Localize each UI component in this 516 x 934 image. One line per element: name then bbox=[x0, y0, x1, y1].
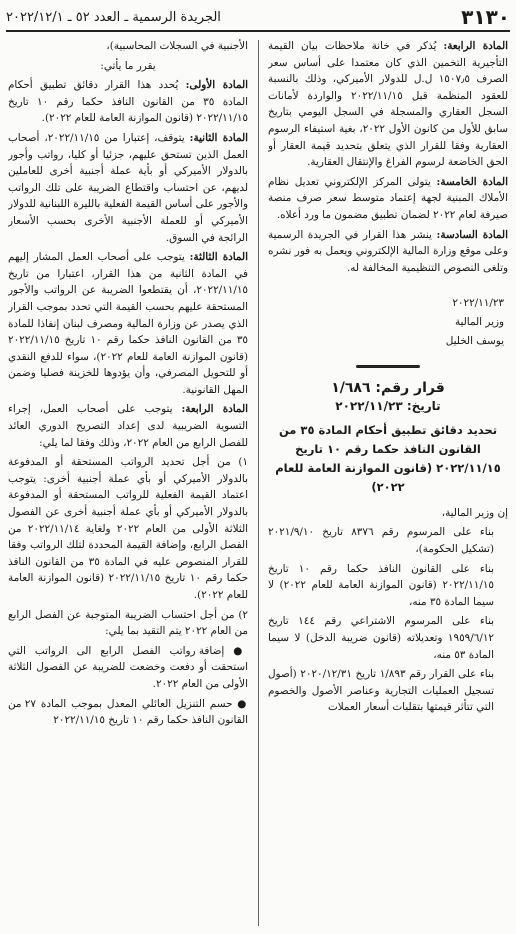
article-3 bbox=[8, 249, 248, 398]
recital: بناء على القانون النافذ حكما رقم ١٠ تاريخ ٢٠٢٢/١١/١٥ (قانون الموازنة العامة للعام ٢٠٢٢) لا سيما المادة ٣٥ منه، bbox=[268, 562, 494, 608]
article-2 bbox=[8, 130, 248, 246]
bullet-item: ● حسم التنزيل العائلي المعدل بموجب المادة ٢٧ من القانون النافذ حكما رقم ١٠ تاريخ ٢٠٢٢/١١/١٥ bbox=[8, 696, 248, 729]
article-label: المادة الرابعة: bbox=[443, 40, 508, 52]
continuation-text: الأجنبية في السجلات المحاسبية)، bbox=[106, 40, 248, 52]
gazette-title: الجريدة الرسمية ـ العدد ٥٢ ـ ٢٠٢٢/١٢/١ bbox=[6, 9, 221, 25]
decision-header bbox=[268, 380, 508, 497]
left-column bbox=[8, 38, 248, 928]
article-label: المادة الرابعة: bbox=[181, 403, 248, 416]
list-item: ٢) من أجل احتساب الضريبة المتوجبة عن الفصل الرابع من العام ٢٠٢٢ يتم التقيد بما يلي: bbox=[8, 608, 248, 638]
article-5 bbox=[268, 174, 508, 224]
decides-heading: يقرر ما يأتي: bbox=[100, 59, 156, 72]
article-text: ينشر هذا القرار في الجريدة الرسمية وعلى موقع وزارة المالية الإلكتروني ويعمل به فور نشره وتلغى النصوص التنظيمية المخالفة له. bbox=[268, 228, 508, 274]
article-label: المادة السادسة: bbox=[436, 228, 508, 241]
article-label: المادة الخامسة: bbox=[436, 175, 508, 188]
list-item: ١) من أجل تحديد الرواتب المستحقة أو المدفوعة بالدولار الأميركي أو بأي عملة أجنبية أخرى: يتوجب اعتماد القيمة الفعلية للرواتب المستحقة أو المدفوعة بالدولار الأميركي أو بأي عملة أجنبية أخرى عن الفصول الثلاثة الأولى من العام ٢٠٢٢ ولغاية ٢٠٢٢/١١/١٤ من الفصل الرابع، وإضافة القيمة المحددة لتلك الرواتب وفقا للقرار المنصوص عليه في المادة ٣٥ من القانون النافذ حكما رقم ١٠ تاريخ ٢٠٢٢/١١/١٥ (قانون الموازنة العامة للعام ٢٠٢٢). bbox=[8, 456, 248, 601]
signature-title: وزير المالية bbox=[454, 315, 504, 328]
bullet-item: ● إضافة رواتب الفصل الرابع الى الرواتب التي استحقت أو دفعت وخضعت للضريبة عن الفصول الثلاثة الأولى من العام ٢٠٢٢. bbox=[8, 643, 248, 693]
article-text: يتولى المركز الإلكتروني تعديل نظام الأملاك المبنية لجهة إعتماد متوسط سعر صرف منصة صيرفة لعام ٢٠٢٢ لضمان تطبيق مضمون ما ورد أعلاه. bbox=[268, 175, 508, 221]
right-column bbox=[268, 38, 508, 928]
article-4 bbox=[8, 401, 248, 451]
recital: بناء على القرار رقم ١/٨٩٣ تاريخ ٢٠٢٠/١٢/٣١ (أصول تسجيل العمليات التجارية وعناصر الأصول والخصوم التي تتأثر قيمتها بتقلبات أسعار العملات bbox=[268, 668, 494, 714]
article-6 bbox=[268, 227, 508, 277]
decision-title: تحديد دقائق تطبيق أحكام المادة ٣٥ من القانون النافذ حكما رقم ١٠ تاريخ ٢٠٢٢/١١/١٥ (قانون الموازنة العامة للعام ٢٠٢٢) bbox=[275, 422, 501, 494]
page-header bbox=[6, 4, 510, 32]
recital: بناء على المرسوم رقم ٨٣٧٦ تاريخ ٢٠٢١/٩/١٠ (تشكيل الحكومة)، bbox=[268, 526, 494, 556]
article-text: يتوجب على أصحاب العمل المشار إليهم في المادة الثانية من هذا القرار، اعتبارا من تاريخ ٢٠٢٢/١١/١٥، أن يقتطعوا الضريبة عن الرواتب والأجور المستحقة عليهم بحسب القيمة التي تحدد بموجب القرار الذي يصدر عن وزارة المالية ومصرف لبنان إنفاذا للمادة ٣٥ من القانون النافذ حكما رقم ١٠ تاريخ ٢٠٢٢/١١/١٥ (قانون الموازنة العامة للعام ٢٠٢٢)، سواء للدفع النقدي أو للتحويل المصرفي، وأن يؤدوها للخزينة فصليا وضمن المهل القانونية. bbox=[8, 251, 248, 396]
preamble: إن وزير المالية، bbox=[441, 506, 508, 519]
article-label: المادة الأولى: bbox=[185, 79, 248, 92]
recital: بناء على المرسوم الاشتراعي رقم ١٤٤ تاريخ ١٩٥٩/٦/١٢ وتعديلاته (قانون ضريبة الدخل) لا سيما المادة ٥٣ منه، bbox=[268, 615, 494, 661]
signature-name: يوسف الخليل bbox=[445, 334, 504, 347]
section-separator bbox=[268, 357, 508, 374]
article-text: يُحدد هذا القرار دقائق تطبيق أحكام المادة ٣٥ من القانون النافذ حكما رقم ١٠ تاريخ ٢٠٢٢/١١/١٥ (قانون الموازنة العامة للعام ٢٠٢٢). bbox=[8, 79, 248, 125]
column-divider bbox=[258, 40, 259, 926]
decision-date: تاريخ: ٢٠٢٢/١١/٢٣ bbox=[335, 399, 441, 414]
decision-number: قرار رقم: ١/٦٨٦ bbox=[331, 379, 445, 396]
article-4-previous bbox=[268, 38, 508, 171]
article-text: يتوقف، إعتبارا من ٢٠٢٢/١١/١٥، أصحاب العمل الذين تستحق عليهم، جزئيا أو كليا، رواتب وأجور بالدولار الأميركي أو بأية عملة أجنبية أخرى للعاملين لديهم، عن احتساب واقتطاع الضريبة على تلك الرواتب والأجور على أساس القيمة الفعلية بالليرة اللبنانية للدولار الأميركي أو للعملة الأجنبية الأخرى بحسب الأسعار الرائجة في السوق. bbox=[8, 131, 248, 244]
article-text: يُذكر في خانة ملاحظات بيان القيمة التأجيرية التخمين الذي كان معتمدا على أساس سعر الصرف ١٥٠٧٫٥ ل.ل للدولار الأميركي، وذلك بالنسبة للعقود المنظمة قبل ٢٠٢٢/١١/١٥ والواردة لأمانات السجل العقاري والمسجلة في السجل اليومي بتاريخ سابق للأول من كانون الأول ٢٠٢٢، بغية استيفاء الرسوم العقارية وفقا للقرار الذي يتعلق بتحديد قيمة العقار أو الحق الخاضعة لرسوم الفراغ والإنتقال العقارية. bbox=[268, 40, 508, 169]
article-text: يتوجب على أصحاب العمل، إجراء التسوية الضريبية لدى إعداد التصريح الدوري العائد للفصل الرابع من العام ٢٠٢٢، وذلك وفقا لما يلي: bbox=[8, 403, 248, 449]
page-number: ٣١٣٠ bbox=[461, 5, 510, 29]
article-1 bbox=[8, 77, 248, 127]
article-label: المادة الثالثة: bbox=[189, 251, 248, 264]
article-label: المادة الثانية: bbox=[189, 131, 248, 144]
signature-date: ٢٠٢٢/١١/٢٣ bbox=[452, 297, 504, 310]
